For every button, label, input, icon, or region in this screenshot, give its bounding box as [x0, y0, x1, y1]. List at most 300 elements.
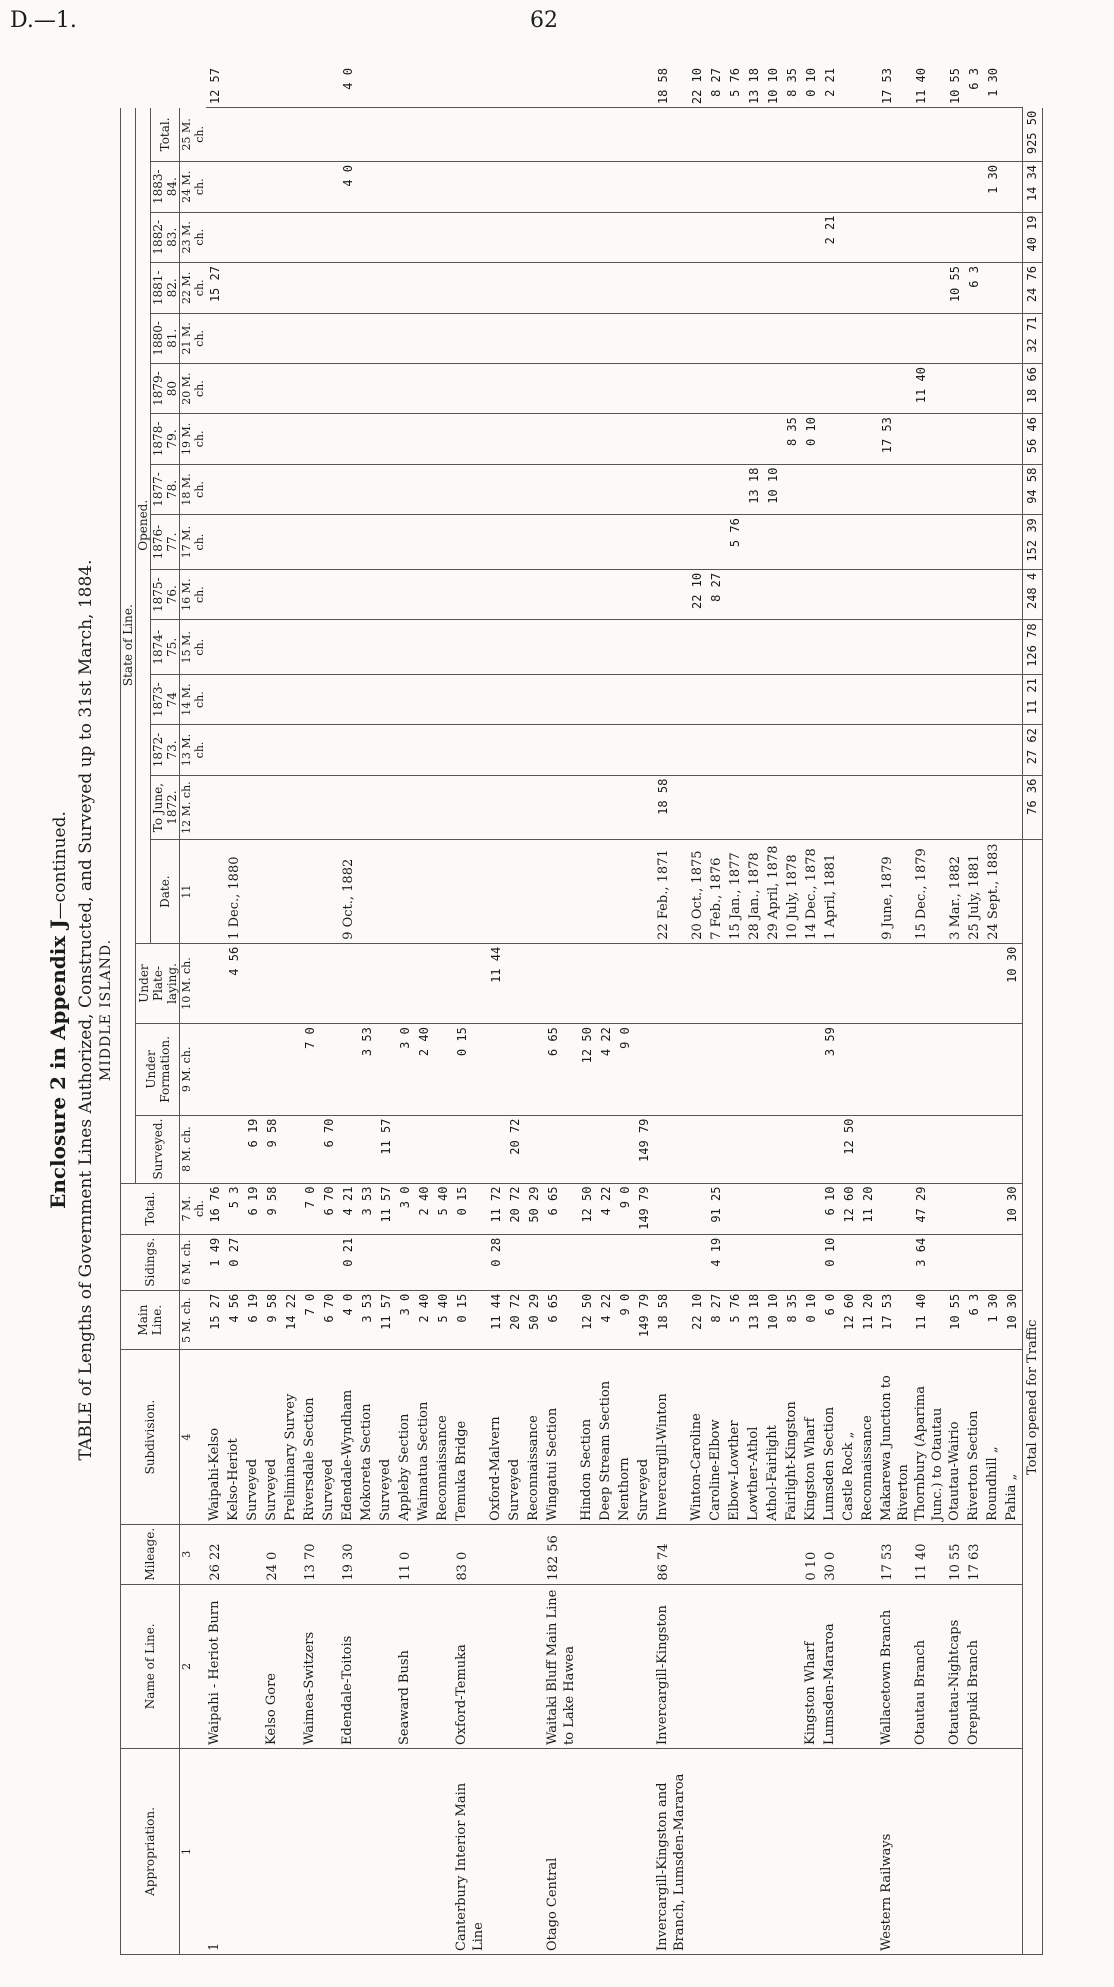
table-cell [783, 943, 802, 1023]
table-cell [616, 725, 635, 776]
table-cell [453, 464, 487, 515]
table-cell [320, 414, 339, 465]
table-cell [821, 161, 840, 212]
table-cell [912, 161, 946, 212]
table-cell [453, 620, 487, 675]
table-cell [415, 364, 434, 414]
table-cell [802, 161, 821, 212]
table-cell: 9 June, 1879 [878, 840, 912, 943]
table-cell [244, 414, 263, 465]
header-year-2: 1873-74 [151, 675, 180, 725]
table-cell [301, 263, 320, 314]
table-cell [764, 725, 783, 776]
table-cell: 1 April, 1881 [821, 840, 840, 943]
table-cell [783, 313, 802, 364]
table-row [377, 65, 396, 1955]
table-cell: 6 3 [965, 1290, 984, 1350]
table-cell [984, 263, 1003, 314]
header-year-11: 1882-83. [151, 212, 180, 263]
table-cell [878, 464, 912, 515]
table-cell [206, 414, 225, 465]
table-cell: 30 0 [821, 1524, 840, 1584]
table-cell [578, 65, 597, 108]
table-row [396, 65, 415, 1955]
table-cell: 17 53 [878, 1524, 912, 1584]
table-cell [802, 943, 821, 1023]
table-cell [525, 675, 544, 725]
header-surveyed: Surveyed. [136, 1115, 180, 1183]
table-cell [821, 569, 840, 620]
table-cell [301, 1115, 320, 1183]
table-cell [434, 1234, 453, 1290]
table-cell: Seaward Bush [396, 1584, 415, 1748]
table-cell [525, 161, 544, 212]
table-cell: 2 40 [415, 1183, 434, 1234]
table-cell: 13 70 [301, 1524, 320, 1584]
table-cell: 8 35 [783, 1290, 802, 1350]
table-cell [377, 1748, 396, 1954]
table-cell [1003, 1748, 1023, 1954]
table-cell: Wingatui Section [544, 1350, 578, 1524]
table-cell: Invercargill-Kingston and Branch, Lumsden-Mararoa [654, 1748, 688, 1954]
table-cell [821, 1115, 840, 1183]
table-cell [616, 1524, 635, 1584]
table-cell: Caroline-Elbow [707, 1350, 726, 1524]
table-cell [878, 1183, 912, 1234]
table-cell [1003, 464, 1023, 515]
table-cell [707, 1024, 726, 1115]
table-cell [544, 725, 578, 776]
table-cell [358, 943, 377, 1023]
table-cell [544, 65, 578, 108]
table-row [654, 65, 688, 1955]
table-cell: 12 60 [840, 1290, 859, 1350]
table-cell [707, 1524, 726, 1584]
table-cell [616, 1234, 635, 1290]
table-cell [783, 1584, 802, 1748]
table-cell [320, 1584, 339, 1748]
table-cell: 4 21 [339, 1183, 358, 1234]
table-cell: 50 29 [525, 1290, 544, 1350]
table-cell: 12 50 [578, 1183, 597, 1234]
table-cell: Lumsden Section [821, 1350, 840, 1524]
table-cell [946, 775, 965, 840]
table-cell [745, 108, 764, 162]
table-cell [506, 675, 525, 725]
table-cell [320, 775, 339, 840]
header-appropriation: Appropriation. [121, 1748, 180, 1954]
table-cell: Surveyed [635, 1350, 654, 1524]
table-cell [745, 313, 764, 364]
table-cell: 11 40 [912, 1290, 946, 1350]
table-cell [282, 364, 301, 414]
table-cell [764, 1183, 783, 1234]
table-cell [225, 313, 244, 364]
table-cell: Thornbury (Aparima Junc.) to Otautau [912, 1350, 946, 1524]
table-cell [396, 1115, 415, 1183]
table-cell [878, 943, 912, 1023]
table-cell: 15 Jan., 1877 [726, 840, 745, 943]
header-sidings: Sidings. [121, 1234, 180, 1290]
table-cell: 29 April, 1878 [764, 840, 783, 943]
table-cell [984, 675, 1003, 725]
header-mileage: Mileage. [121, 1524, 180, 1584]
table-cell [358, 840, 377, 943]
table-cell [840, 1584, 859, 1748]
table-cell [859, 725, 878, 776]
table-cell [377, 775, 396, 840]
table-cell [225, 364, 244, 414]
table-cell [525, 414, 544, 465]
table-cell [358, 1748, 377, 1954]
table-cell [301, 313, 320, 364]
table-cell [616, 1748, 635, 1954]
table-cell [654, 515, 688, 570]
table-cell [415, 263, 434, 314]
table-cell [358, 1584, 377, 1748]
table-cell: 91 25 [707, 1183, 726, 1234]
column-number: 2 [180, 1584, 207, 1748]
table-cell [578, 675, 597, 725]
table-cell: 4 22 [597, 1290, 616, 1350]
table-cell [745, 1183, 764, 1234]
column-number: 19 M. ch. [180, 414, 207, 465]
table-cell [707, 364, 726, 414]
table-cell [434, 1115, 453, 1183]
table-cell [984, 108, 1003, 162]
table-cell [783, 515, 802, 570]
table-cell [965, 212, 984, 263]
table-cell [764, 1234, 783, 1290]
table-cell: 6 19 [244, 1183, 263, 1234]
table-cell: 22 Feb., 1871 [654, 840, 688, 943]
table-cell [506, 569, 525, 620]
table-cell: 15 27 [206, 1290, 225, 1350]
table-cell [544, 1115, 578, 1183]
table-cell [946, 108, 965, 162]
table-cell [946, 569, 965, 620]
table-cell [339, 675, 358, 725]
table-row [783, 65, 802, 1955]
table-row [1003, 65, 1023, 1955]
total-value: 152 39 [1023, 515, 1043, 570]
table-cell [282, 943, 301, 1023]
table-cell [764, 675, 783, 725]
table-cell [206, 569, 225, 620]
table-cell [244, 364, 263, 414]
total-value: 40 19 [1023, 212, 1043, 263]
table-cell [453, 313, 487, 364]
table-cell [840, 840, 859, 943]
table-cell [544, 775, 578, 840]
column-number: 11 [180, 840, 207, 943]
table-cell: Fairlight-Kingston [783, 1350, 802, 1524]
table-cell [821, 725, 840, 776]
table-cell [453, 675, 487, 725]
table-cell [263, 775, 282, 840]
table-cell [506, 775, 525, 840]
table-cell: 17 53 [878, 414, 912, 465]
table-cell [859, 515, 878, 570]
table-cell [783, 1024, 802, 1115]
table-cell [912, 775, 946, 840]
header-under-plate-laying: Under Plate-laying. [136, 943, 180, 1023]
table-cell: 5 76 [726, 515, 745, 570]
table-cell: Makarewa Junction to Riverton [878, 1350, 912, 1524]
table-cell [654, 1183, 688, 1234]
table-cell [965, 313, 984, 364]
table-cell [859, 1115, 878, 1183]
table-cell [802, 263, 821, 314]
table-cell [783, 1524, 802, 1584]
table-cell: 83 0 [453, 1524, 487, 1584]
table-cell [1003, 1024, 1023, 1115]
table-cell: 11 40 [912, 1524, 946, 1584]
table-cell [745, 1234, 764, 1290]
table-cell: 2 21 [821, 212, 840, 263]
table-cell [578, 1748, 597, 1954]
table-cell [244, 1234, 263, 1290]
table-cell [654, 108, 688, 162]
table-cell: Otautau Branch [912, 1584, 946, 1748]
table-cell [282, 65, 301, 108]
table-cell [764, 1748, 783, 1954]
total-value: 56 46 [1023, 414, 1043, 465]
table-cell [244, 1584, 263, 1748]
table-cell [506, 1748, 525, 1954]
table-cell: 6 3 [965, 263, 984, 314]
table-cell [263, 1748, 282, 1954]
table-cell: 18 58 [654, 775, 688, 840]
table-cell [415, 620, 434, 675]
table-cell [578, 569, 597, 620]
total-value: 32 71 [1023, 313, 1043, 364]
table-cell [415, 1234, 434, 1290]
table-cell [415, 108, 434, 162]
table-cell: 5 76 [726, 1290, 745, 1350]
table-cell [544, 620, 578, 675]
table-cell: 22 10 [688, 569, 707, 620]
table-cell [434, 108, 453, 162]
table-cell [616, 212, 635, 263]
table-cell: 6 0 [821, 1290, 840, 1350]
table-cell: Appleby Section [396, 1350, 415, 1524]
table-cell [320, 725, 339, 776]
table-cell: 22 10 [688, 65, 707, 108]
table-cell [320, 1234, 339, 1290]
total-value: 248 4 [1023, 569, 1043, 620]
table-cell: Waipahi - Heriot Burn [206, 1584, 225, 1748]
table-cell: 6 65 [544, 1024, 578, 1115]
table-cell [244, 464, 263, 515]
table-cell [707, 620, 726, 675]
table-cell [859, 414, 878, 465]
table-cell [377, 414, 396, 465]
table-cell: Temuka Bridge [453, 1350, 487, 1524]
table-cell [635, 943, 654, 1023]
table-cell [263, 65, 282, 108]
table-cell: 10 10 [764, 1290, 783, 1350]
table-cell [244, 1524, 263, 1584]
table-cell [434, 161, 453, 212]
table-row [840, 65, 859, 1955]
table-cell [783, 108, 802, 162]
table-cell [745, 212, 764, 263]
header-subdivision: Subdivision. [121, 1350, 180, 1524]
table-cell [320, 1024, 339, 1115]
table-cell: 24 Sept., 1883 [984, 840, 1003, 943]
table-cell [263, 675, 282, 725]
table-cell [802, 1115, 821, 1183]
table-row [358, 65, 377, 1955]
table-cell [1003, 65, 1023, 108]
table-cell [244, 840, 263, 943]
table-cell [878, 725, 912, 776]
table-cell [434, 464, 453, 515]
table-cell [745, 1024, 764, 1115]
table-cell [878, 1234, 912, 1290]
table-cell: 0 15 [453, 1290, 487, 1350]
table-cell [339, 414, 358, 465]
table-cell [487, 1748, 506, 1954]
continued-note: —continued. [50, 811, 70, 920]
table-cell [946, 725, 965, 776]
table-cell [946, 1183, 965, 1234]
table-cell [878, 161, 912, 212]
table-cell [984, 364, 1003, 414]
table-cell [453, 263, 487, 314]
table-cell: 13 18 [745, 65, 764, 108]
table-cell: 10 55 [946, 263, 965, 314]
table-cell [282, 108, 301, 162]
table-cell [764, 569, 783, 620]
table-cell [707, 313, 726, 364]
table-cell [859, 1524, 878, 1584]
table-cell [912, 1024, 946, 1115]
table-cell: Western Railways [878, 1748, 912, 1954]
table-cell [244, 161, 263, 212]
table-cell [984, 620, 1003, 675]
table-cell [339, 775, 358, 840]
header-opened: Opened. [136, 108, 151, 944]
table-cell [434, 1524, 453, 1584]
island-heading: MIDDLE ISLAND. [98, 938, 114, 1082]
table-cell [597, 515, 616, 570]
table-cell [263, 569, 282, 620]
table-cell [1003, 263, 1023, 314]
total-label: Total opened for Traffic [1023, 840, 1043, 1955]
table-cell [225, 1115, 244, 1183]
table-cell [415, 775, 434, 840]
table-cell [965, 725, 984, 776]
table-cell: Kelso-Heriot [225, 1350, 244, 1524]
header-year-3: 1874-75. [151, 620, 180, 675]
table-cell: 17 53 [878, 1290, 912, 1350]
table-cell [506, 464, 525, 515]
table-cell [544, 161, 578, 212]
table-cell [244, 943, 263, 1023]
table-cell [282, 725, 301, 776]
table-cell [984, 943, 1003, 1023]
table-cell [506, 65, 525, 108]
table-cell [688, 1234, 707, 1290]
table-cell [396, 414, 415, 465]
table-cell [965, 675, 984, 725]
table-cell [377, 515, 396, 570]
table-cell [912, 620, 946, 675]
table-cell [688, 675, 707, 725]
table-cell [225, 414, 244, 465]
table-cell: 22 10 [688, 1290, 707, 1350]
table-cell [616, 1115, 635, 1183]
table-cell [263, 414, 282, 465]
table-cell [358, 414, 377, 465]
table-cell [745, 620, 764, 675]
table-cell [320, 840, 339, 943]
table-cell [597, 108, 616, 162]
table-cell: Waipahi-Kelso [206, 1350, 225, 1524]
table-cell [859, 1234, 878, 1290]
table-cell [282, 1584, 301, 1748]
table-cell [707, 675, 726, 725]
table-cell [859, 464, 878, 515]
table-cell [434, 65, 453, 108]
table-cell: 17 53 [878, 65, 912, 108]
table-cell [1003, 1234, 1023, 1290]
total-value: 925 50 [1023, 108, 1043, 162]
table-cell [525, 1748, 544, 1954]
table-cell [654, 675, 688, 725]
table-cell [802, 1748, 821, 1954]
table-cell [802, 1183, 821, 1234]
table-cell [453, 515, 487, 570]
table-cell [654, 1234, 688, 1290]
table-cell [434, 263, 453, 314]
table-cell [396, 108, 415, 162]
table-cell [320, 515, 339, 570]
table-row [707, 65, 726, 1955]
table-cell [1003, 414, 1023, 465]
table-cell [1003, 1584, 1023, 1748]
table-cell [320, 464, 339, 515]
table-cell: Invercargill-Kingston [654, 1584, 688, 1748]
table-cell [745, 569, 764, 620]
total-value: 24 76 [1023, 263, 1043, 314]
table-cell: Reconnaissance [525, 1350, 544, 1524]
table-cell: Elbow-Lowther [726, 1350, 745, 1524]
table-cell [377, 1024, 396, 1115]
table-cell: 15 27 [206, 263, 225, 314]
table-cell [616, 108, 635, 162]
table-cell [802, 313, 821, 364]
table-cell [434, 1584, 453, 1748]
table-cell: 12 50 [840, 1115, 859, 1183]
table-cell [840, 65, 859, 108]
table-cell [965, 414, 984, 465]
table-cell [263, 263, 282, 314]
table-cell [707, 1115, 726, 1183]
table-cell [506, 943, 525, 1023]
table-cell: 10 10 [764, 464, 783, 515]
table-cell [688, 1024, 707, 1115]
table-cell [688, 364, 707, 414]
table-cell [946, 1024, 965, 1115]
table-cell [597, 212, 616, 263]
table-cell: 13 18 [745, 1290, 764, 1350]
table-cell: Athol-Fairlight [764, 1350, 783, 1524]
table-cell: 4 0 [339, 1290, 358, 1350]
table-cell [434, 675, 453, 725]
